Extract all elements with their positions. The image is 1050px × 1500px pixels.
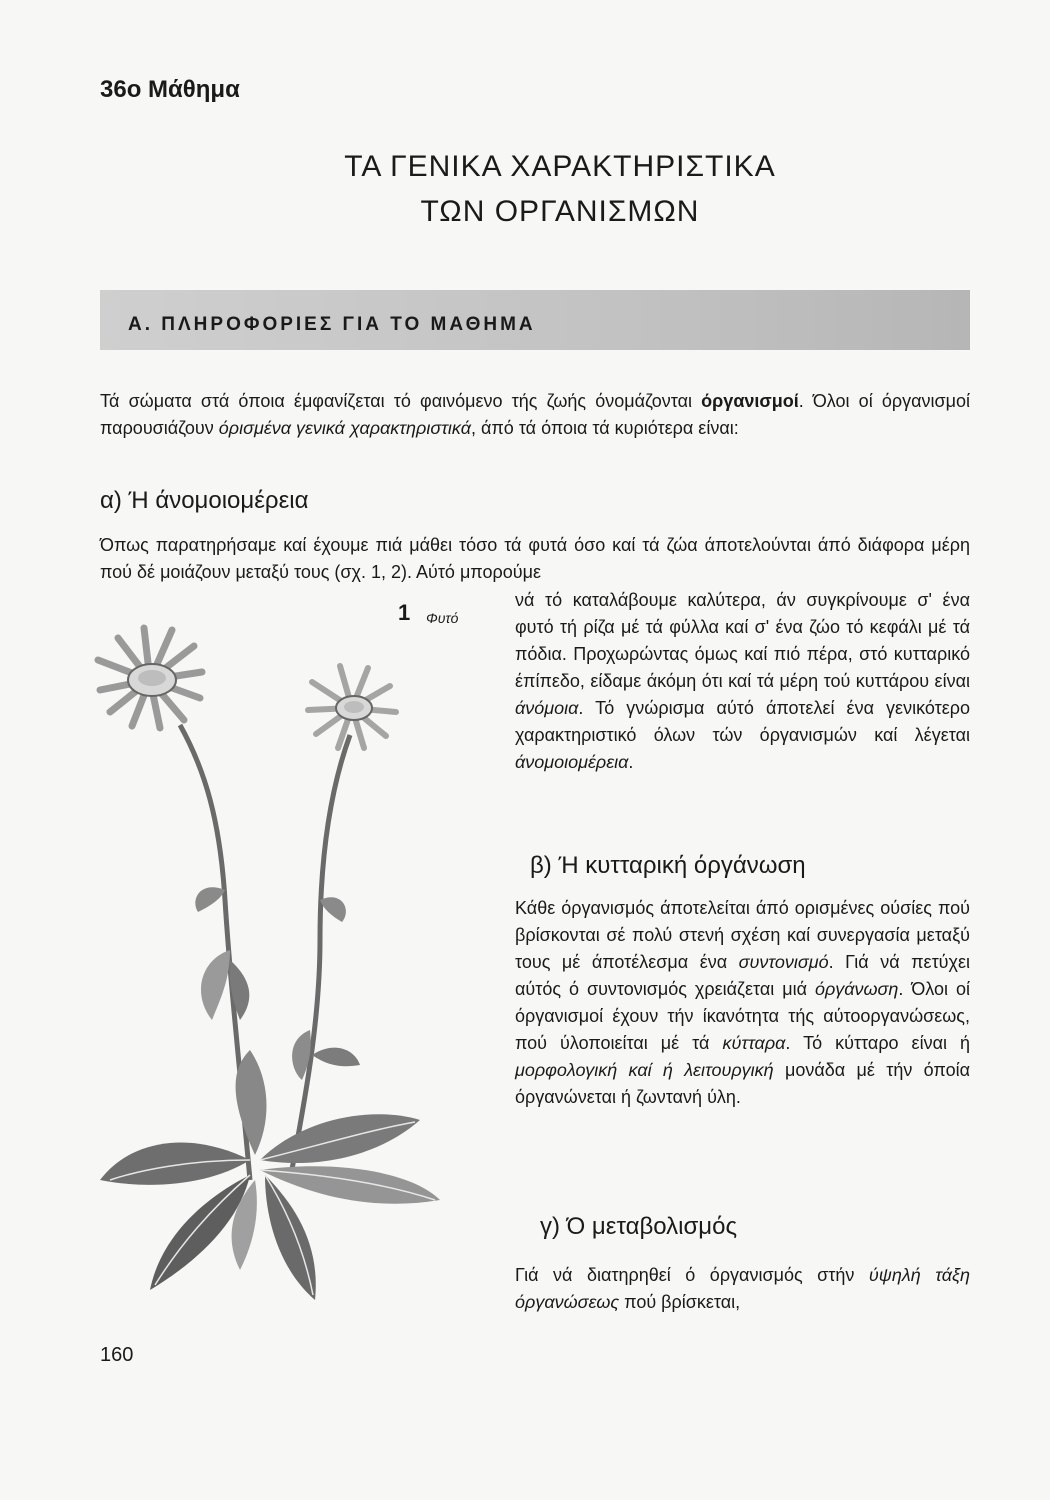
- page-number: 160: [100, 1344, 134, 1366]
- lesson-label: 36ο Μάθημα: [100, 76, 240, 103]
- paragraph-text: .: [628, 752, 634, 772]
- paragraph-text: Κάθε όργανισμός άποτελείται άπό ορισμένες ούσίες πού βρίσκονται σέ πολύ στενή σχέση καί συνεργασία μεταξύ τους μέ άποτέλεσμα ένα: [515, 898, 970, 972]
- basal-leaf: [100, 1143, 250, 1185]
- paragraph-text: . Όλοι οί όργανισμοί έχουν τήν ίκανότητα τής αύτοοργανώσεως, πού ύλοποιείται μέ τά: [515, 979, 970, 1053]
- paragraph-text: . Τό κύτταρο είναι ή: [785, 1033, 970, 1053]
- term-high-order: ύψηλή τάξη όργανώσεως: [515, 1265, 970, 1312]
- section-heading-bar: [100, 290, 970, 350]
- paragraph-text: πού βρίσκεται,: [619, 1292, 741, 1312]
- stem-leaf: [312, 1048, 360, 1067]
- intro-paragraph: [100, 388, 970, 442]
- term-organization: όργάνωση: [814, 979, 899, 999]
- flower-right: [308, 666, 396, 748]
- term-dissimilar: άνόμοια: [515, 698, 579, 718]
- intro-text: . Όλοι οί όργανισμοί παρουσιάζουν: [100, 391, 970, 438]
- term-heterogeneity: άνομοιομέρεια: [515, 752, 629, 772]
- heading-heterogeneity: α) Ή άνομοιομέρεια: [100, 487, 309, 514]
- term-organisms: όργανισμοί: [701, 391, 799, 411]
- paragraph-text: Γιά νά διατηρηθεί ό όργανισμός στήν: [515, 1265, 869, 1285]
- stem-leaf: [195, 887, 225, 912]
- stem-leaf: [201, 950, 230, 1020]
- paragraph-text: . Γιά νά πετύχει αύτός ό συντονισμός χρειάζεται μιά: [515, 952, 970, 999]
- paragraph-heterogeneity-1: [100, 532, 970, 586]
- basal-leaf: [236, 1050, 267, 1155]
- paragraph-text: Όπως παρατηρήσαμε καί έχουμε πιά μάθει τόσο τά φυτά όσο καί τά ζώα άποτελούνται άπό διάφορα μέρη πού δέ μοιάζουν μεταξύ τους (σχ. 1, 2). Αύτό μπορούμε: [100, 535, 970, 582]
- section-heading: Α. ΠΛΗΡΟΦΟΡΙΕΣ ΓΙΑ ΤΟ ΜΑΘΗΜΑ: [128, 314, 536, 335]
- term-cells: κύτταρα: [722, 1033, 786, 1053]
- paragraph-text: μονάδα μέ τήν όποία όργανώνεται ή ζωντανή ύλη.: [515, 1060, 971, 1107]
- paragraph-text: νά τό καταλάβουμε καλύτερα, άν συγκρίνουμε σ' ένα φυτό τή ρίζα μέ τά φύλλα καί σ' ένα ζώο τό κεφάλι μέ τά πόδια. Προχωρώντας όμως καί πιό πέρα, στό κυτταρικό έπίπεδο, είδαμε άκόμη ότι καί τά μέρη τού κυττάρου είναι: [515, 590, 970, 691]
- stem-leaf: [320, 897, 346, 922]
- intro-text: , άπό τά όποια τά κυριότερα είναι:: [470, 418, 739, 438]
- paragraph-heterogeneity-2: [515, 587, 970, 776]
- term-general-characteristics: όρισμένα γενικά χαρακτηριστικά: [218, 418, 471, 438]
- figure-number: 1: [398, 600, 411, 625]
- paragraph-cellular-organization: [515, 895, 970, 1111]
- term-morphological-functional: μορφολογική καί ή λειτουργική: [515, 1060, 774, 1080]
- figure-caption: Φυτό: [426, 610, 459, 626]
- term-coordination: συντονισμό: [738, 952, 829, 972]
- intro-text: Τά σώματα στά όποια έμφανίζεται τό φαινόμενο τής ζωής όνομάζονται: [100, 391, 702, 411]
- page-title-line-2: ΤΩΝ ΟΡΓΑΝΙΣΜΩΝ: [420, 195, 700, 228]
- heading-cellular-organization: β) Ή κυτταρική όργάνωση: [530, 852, 806, 879]
- page-title-line-1: ΤΑ ΓΕΝΙΚΑ ΧΑΡΑΚΤΗΡΙΣΤΙΚΑ: [344, 150, 776, 183]
- heading-metabolism: γ) Ό μεταβολισμός: [540, 1213, 738, 1240]
- paragraph-metabolism: [515, 1262, 970, 1316]
- flower-left: [98, 628, 202, 728]
- plant-illustration: [80, 600, 500, 1320]
- basal-leaf: [265, 1175, 316, 1300]
- paragraph-text: . Τό γνώρισμα αύτό άποτελεί ένα γενικότερο χαρακτηριστικό όλων τών όργανισμών καί λέγεται: [515, 698, 970, 745]
- stem-right: [290, 735, 350, 1180]
